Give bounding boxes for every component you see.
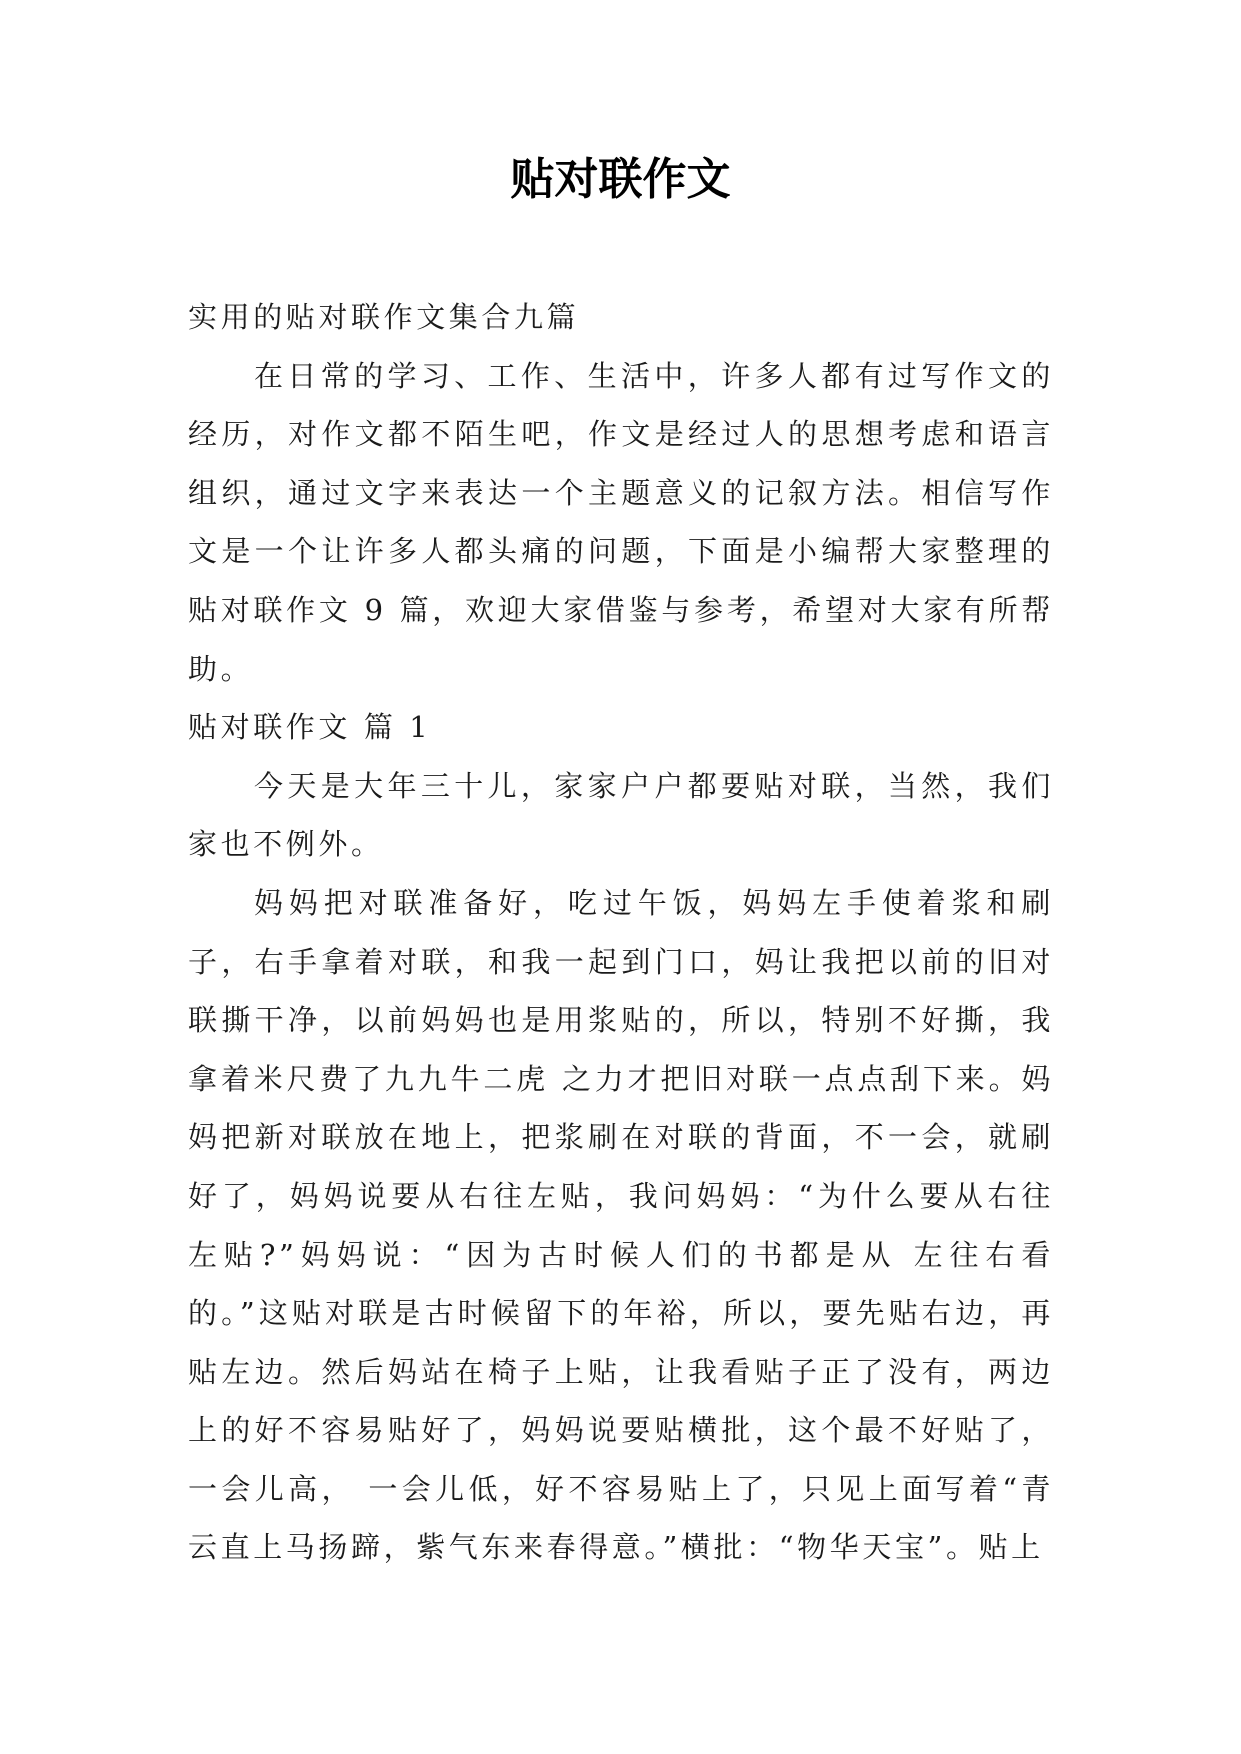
- section-heading: 贴对联作文 篇 1: [188, 710, 432, 745]
- body-paragraph: 今天是大年三十儿，家家户户都要贴对联，当然，我们家也不例外。: [188, 768, 1054, 862]
- document-title: 贴对联作文: [510, 154, 731, 205]
- document-body: [188, 288, 1054, 1577]
- intro-paragraph: 在日常的学习、工作、生活中，许多人都有过写作文的经历，对作文都不陌生吧，作文是经过人的思想考虑和语言组织，通过文字来表达一个主题意义的记叙方法。相信写作文是一个让许多人都头痛的问题，下面是小编帮大家整理的贴对联作文 9 篇，欢迎大家借鉴与参考，希望对大家有所帮助。: [188, 358, 1054, 686]
- subtitle-paragraph: 实用的贴对联作文集合九篇: [188, 300, 580, 334]
- body-paragraph: 妈妈把对联准备好，吃过午饭，妈妈左手使着浆和刷子，右手拿着对联，和我一起到门口，妈让我把以前的旧对联撕干净，以前妈妈也是用浆贴的，所以，特别不好撕，我拿着米尺费了九九牛二虎 之力才把旧对联一点点刮下来。妈妈把新对联放在地上，把浆刷在对联的背面，不一会，就刷好了，妈妈说要从右往左贴，我问妈妈：“为什么要从右往左贴?”妈妈说：“因为古时候人们的书都是从 左往右看的。”这贴对联是古时候留下的年裕，所以，要先贴右边，再贴左边。然后妈站在椅子上贴，让我看贴子正了没有，两边上的好不容易贴好了，妈妈说要贴横批，这个最不好贴了，一会儿高， 一会儿低，好不容易贴上了，只见上面写着“青云直上马扬蹄，紫气东来春得意。”横批：“物华天宝”。贴上: [188, 885, 1054, 1565]
